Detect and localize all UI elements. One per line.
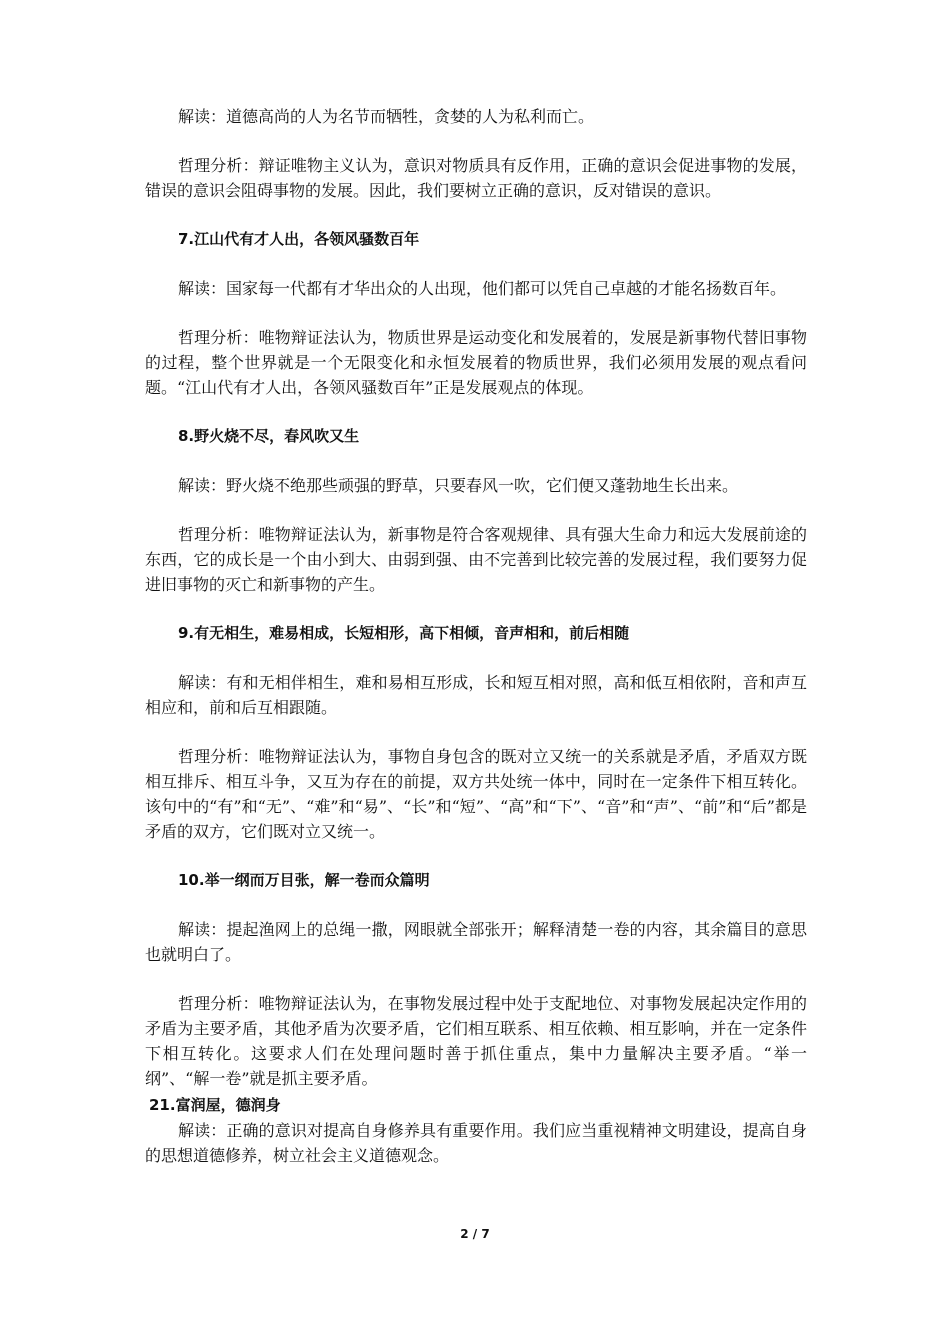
paragraph: 哲理分析：辩证唯物主义认为，意识对物质具有反作用，正确的意识会促进事物的发展，错误的意识会阻碍事物的发展。因此，我们要树立正确的意识，反对错误的意识。 <box>145 156 807 200</box>
paragraph: 解读：野火烧不绝那些顽强的野草，只要春风一吹，它们便又蓬勃地生长出来。 <box>178 476 739 495</box>
paragraph: 哲理分析：唯物辩证法认为，事物自身包含的既对立又统一的关系就是矛盾，矛盾双方既相互排斥、相互斗争，又互为存在的前提，双方共处统一体中，同时在一定条件下相互转化。该句中的“有”和“无”、“难”和“易”、“长”和“短”、“高”和“下”、“音”和“声”、“前”和“后”都是矛盾的双方，它们既对立又统一。 <box>145 747 807 841</box>
page-number: 2 / 7 <box>460 1227 490 1241</box>
paragraph: 解读：正确的意识对提高自身修养具有重要作用。我们应当重视精神文明建设，提高自身的思想道德修养，树立社会主义道德观念。 <box>145 1121 807 1165</box>
paragraph: 哲理分析：唯物辩证法认为，在事物发展过程中处于支配地位、对事物发展起决定作用的矛盾为主要矛盾，其他矛盾为次要矛盾，它们相互联系、相互依赖、相互影响，并在一定条件下相互转化。这要求人们在处理问题时善于抓住重点，集中力量解决主要矛盾。“举一纲”、“解一卷”就是抓主要矛盾。 <box>145 994 807 1088</box>
paragraph: 解读：有和无相伴相生，难和易相互形成，长和短互相对照，高和低互相依附，音和声互相应和，前和后互相跟随。 <box>145 673 807 717</box>
section-heading: 21.富润屋，德润身 <box>149 1096 281 1114</box>
section-heading: 7.江山代有才人出，各领风骚数百年 <box>178 230 420 248</box>
paragraph: 哲理分析：唯物辩证法认为，新事物是符合客观规律、具有强大生命力和远大发展前途的东西，它的成长是一个由小到大、由弱到强、由不完善到比较完善的发展过程，我们要努力促进旧事物的灭亡和新事物的产生。 <box>145 525 807 594</box>
section-heading: 10.举一纲而万目张，解一卷而众篇明 <box>178 871 430 889</box>
section-heading: 8.野火烧不尽，春风吹又生 <box>178 427 360 445</box>
section-heading: 9.有无相生，难易相成，长短相形，高下相倾，音声相和，前后相随 <box>178 624 630 642</box>
paragraph: 解读：道德高尚的人为名节而牺牲，贪婪的人为私利而亡。 <box>178 107 595 126</box>
paragraph: 哲理分析：唯物辩证法认为，物质世界是运动变化和发展着的，发展是新事物代替旧事物的过程，整个世界就是一个无限变化和永恒发展着的物质世界，我们必须用发展的观点看问题。“江山代有才人出，各领风骚数百年”正是发展观点的体现。 <box>145 328 807 397</box>
document-body <box>145 104 807 1192</box>
paragraph: 解读：提起渔网上的总绳一撒，网眼就全部张开；解释清楚一卷的内容，其余篇目的意思也就明白了。 <box>145 920 807 964</box>
paragraph: 解读：国家每一代都有才华出众的人出现，他们都可以凭自己卓越的才能名扬数百年。 <box>178 279 787 298</box>
